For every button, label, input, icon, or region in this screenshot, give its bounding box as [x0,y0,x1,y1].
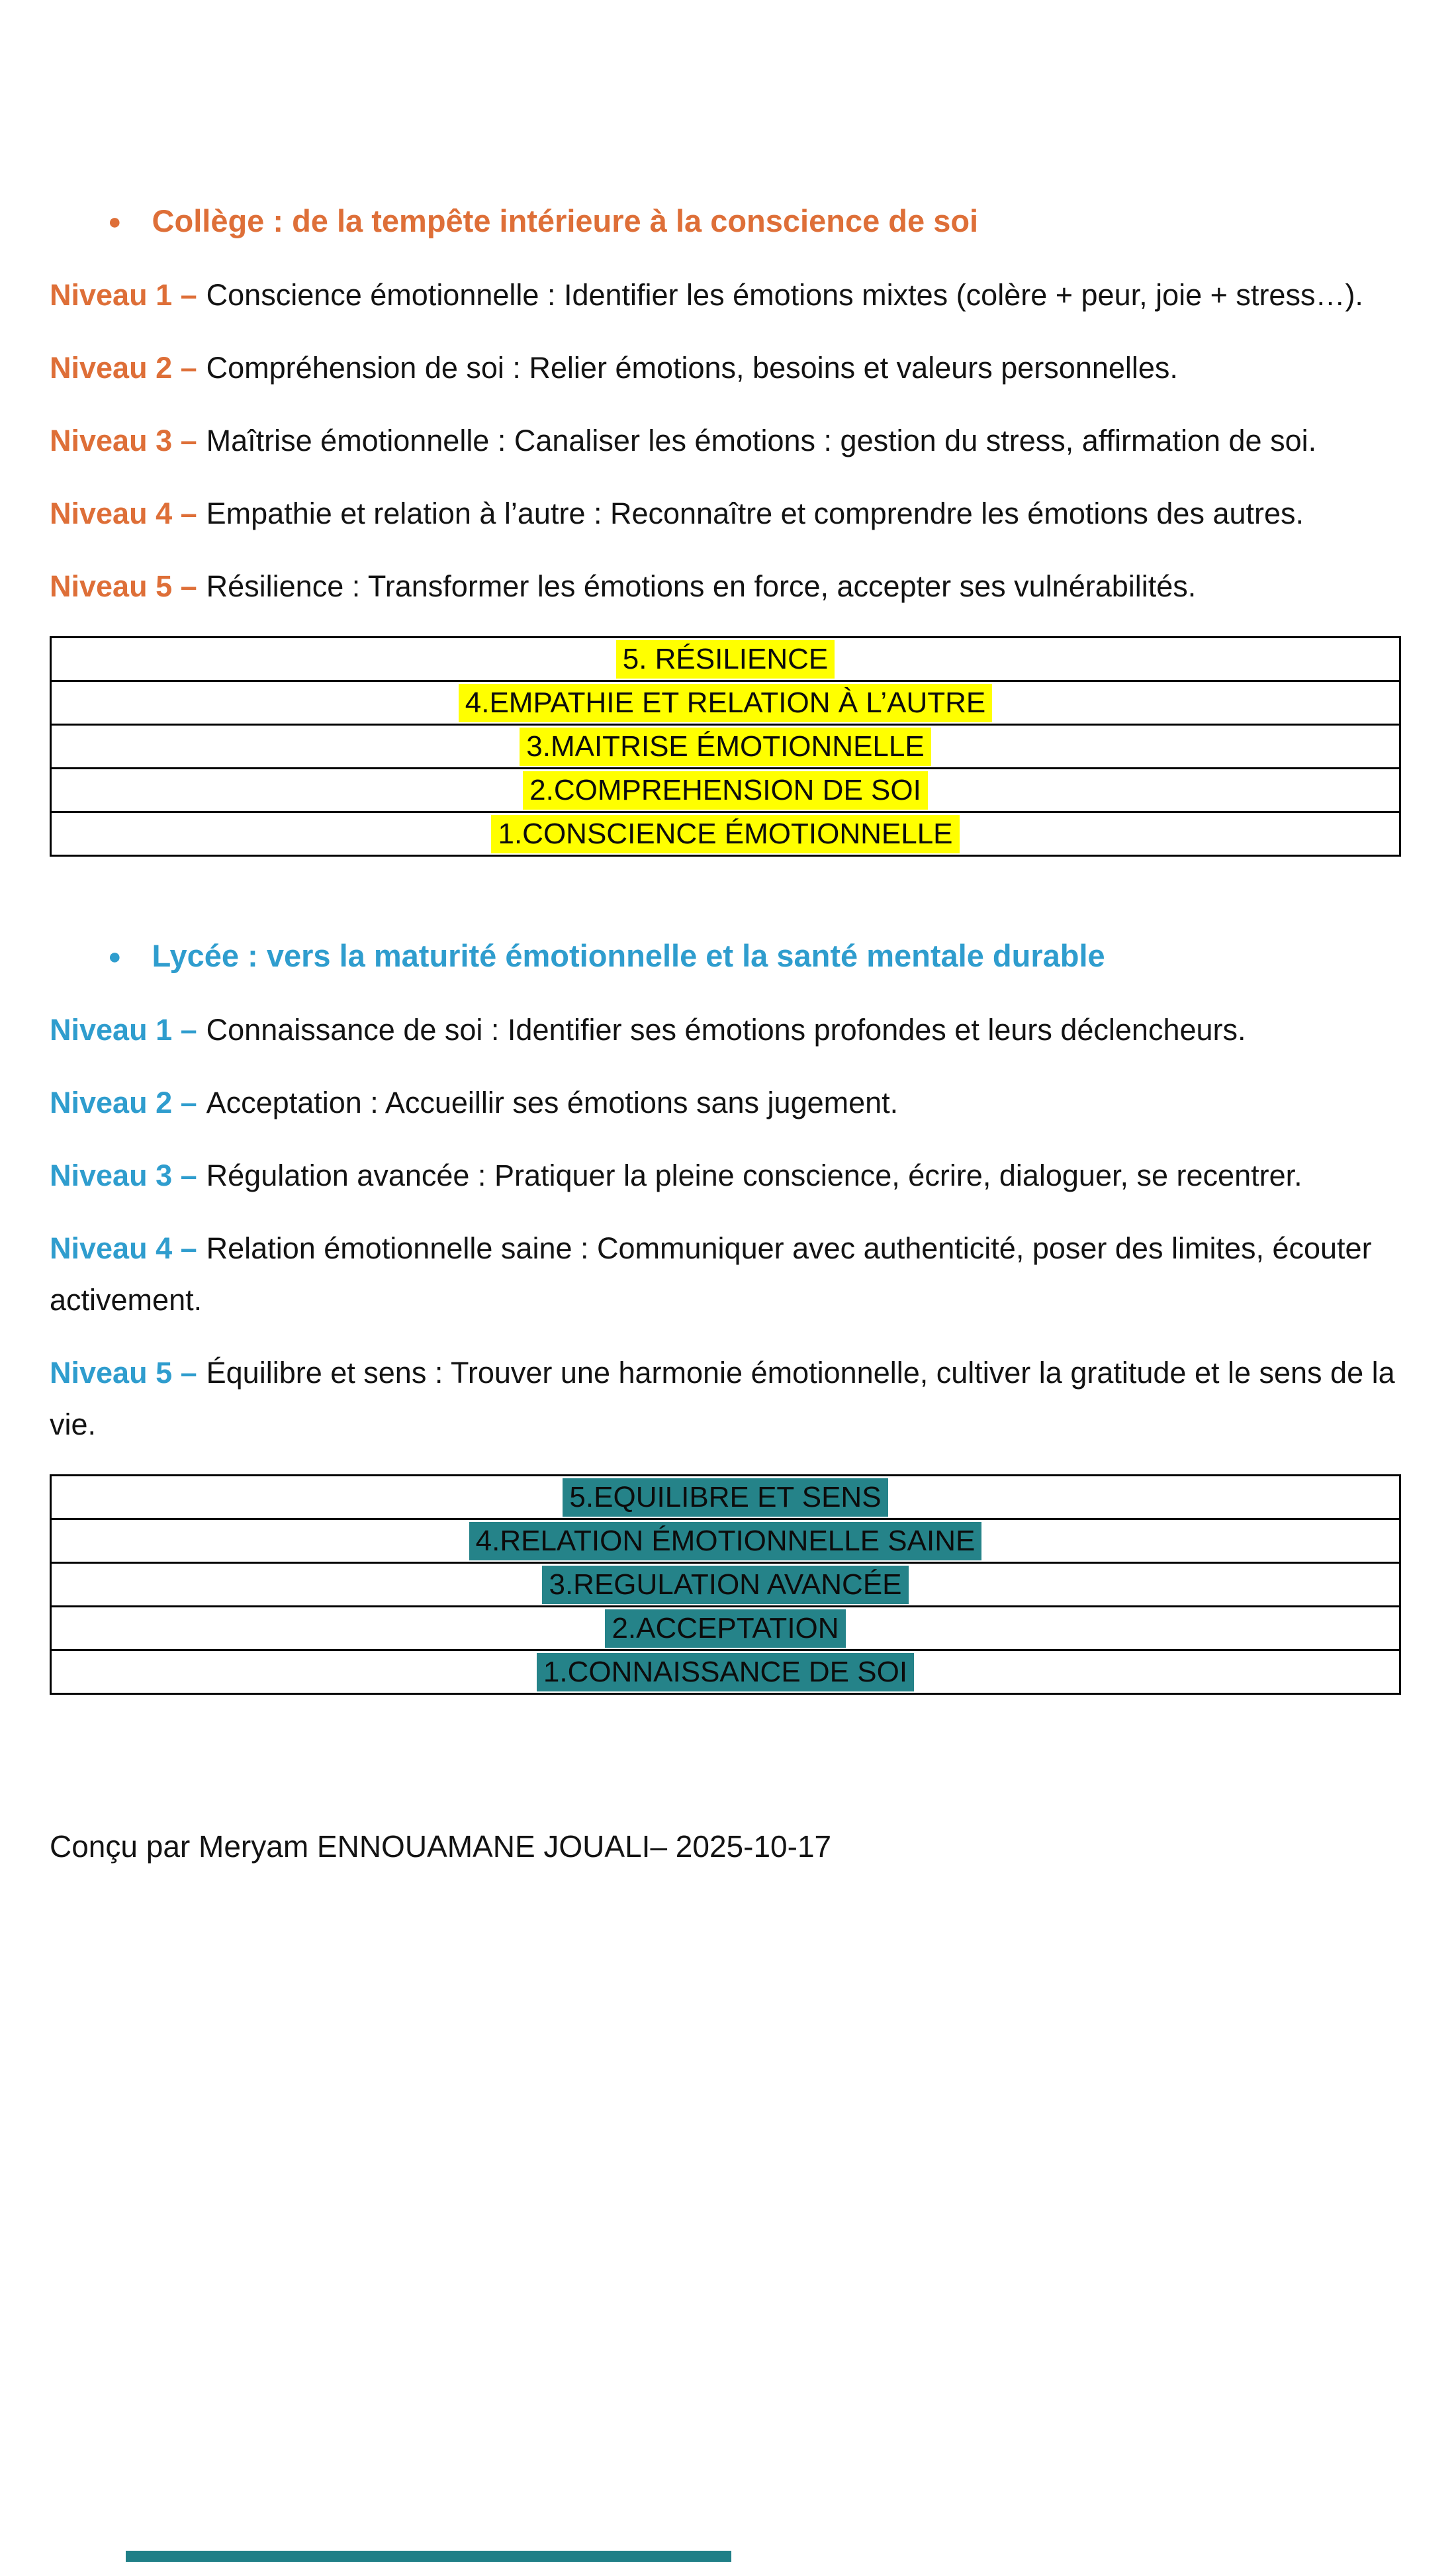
lycee-level-5-text: Équilibre et sens : Trouver une harmonie émotionnelle, cultiver la gratitude et le sens de la vie. [50,1356,1395,1441]
college-level-2-paragraph [50,342,1406,394]
lycee-pyramid-row-3: 3.REGULATION AVANCÉE [542,1566,908,1604]
section-lycee [50,937,1406,1695]
table-row [51,1650,1400,1694]
college-level-4-paragraph [50,488,1406,540]
college-level-3-text: Maîtrise émotionnelle : Canaliser les émotions : gestion du stress, affirmation de soi. [206,424,1317,457]
table-cell [51,1563,1400,1607]
table-cell [51,681,1400,725]
lycee-level-2-paragraph [50,1077,1406,1129]
lycee-level-1-paragraph [50,1004,1406,1056]
table-row [51,1476,1400,1519]
college-level-4-label: Niveau 4 – [50,497,197,530]
college-pyramid-row-5: 5. RÉSILIENCE [616,640,835,679]
table-cell [51,725,1400,769]
college-pyramid-table [50,636,1401,857]
section-college-heading: Collège : de la tempête intérieure à la conscience de soi [152,203,979,238]
lycee-level-2-text: Acceptation : Accueillir ses émotions sans jugement. [206,1086,899,1119]
lycee-level-3-label: Niveau 3 – [50,1159,197,1192]
table-cell [51,1607,1400,1650]
table-row [51,1519,1400,1563]
table-row [51,1607,1400,1650]
lycee-pyramid-row-2: 2.ACCEPTATION [605,1609,845,1648]
college-level-5-paragraph [50,561,1406,612]
college-level-4-text: Empathie et relation à l’autre : Reconnaître et comprendre les émotions des autres. [206,497,1304,530]
next-page-peek-bar [126,2551,731,2562]
table-row [51,725,1400,769]
college-level-1-label: Niveau 1 – [50,278,197,312]
table-row [51,1563,1400,1607]
college-level-5-text: Résilience : Transformer les émotions en force, accepter ses vulnérabilités. [206,569,1197,603]
lycee-level-4-label: Niveau 4 – [50,1231,197,1265]
footer-credit: Conçu par Meryam ENNOUAMANE JOUALI– 2025-10-17 [50,1829,832,1864]
table-cell [51,812,1400,856]
table-cell [51,769,1400,812]
lycee-level-4-text: Relation émotionnelle saine : Communiquer avec authenticité, poser des limites, écouter activement. [50,1231,1372,1317]
college-pyramid-row-4: 4.EMPATHIE ET RELATION À L’AUTRE [459,684,992,722]
table-row [51,681,1400,725]
table-cell [51,638,1400,681]
table-row [51,769,1400,812]
table-row [51,812,1400,856]
section-college-heading-row [50,203,1406,243]
college-level-1-text: Conscience émotionnelle : Identifier les émotions mixtes (colère + peur, joie + stress…). [206,278,1363,312]
college-pyramid-row-1: 1.CONSCIENCE ÉMOTIONNELLE [491,815,959,853]
table-cell [51,1519,1400,1563]
college-level-1-paragraph [50,269,1406,321]
lycee-level-2-label: Niveau 2 – [50,1086,197,1119]
section-college [50,203,1406,857]
college-level-2-text: Compréhension de soi : Relier émotions, besoins et valeurs personnelles. [206,351,1178,385]
lycee-pyramid-row-5: 5.EQUILIBRE ET SENS [563,1478,887,1517]
lycee-level-3-text: Régulation avancée : Pratiquer la pleine conscience, écrire, dialoguer, se recentrer. [206,1159,1302,1192]
lycee-level-4-paragraph [50,1223,1406,1326]
table-cell [51,1476,1400,1519]
lycee-level-1-label: Niveau 1 – [50,1013,197,1047]
lycee-level-3-paragraph [50,1150,1406,1202]
table-cell [51,1650,1400,1694]
lycee-pyramid-row-1: 1.CONNAISSANCE DE SOI [537,1653,914,1691]
college-level-3-paragraph [50,415,1406,467]
lycee-level-5-label: Niveau 5 – [50,1356,197,1390]
bullet-icon: ● [108,944,122,969]
document-page [0,203,1456,2562]
lycee-level-1-text: Connaissance de soi : Identifier ses émotions profondes et leurs déclencheurs. [206,1013,1246,1047]
bullet-icon: ● [108,209,122,234]
college-pyramid-row-3: 3.MAITRISE ÉMOTIONNELLE [520,728,931,766]
section-lycee-heading: Lycée : vers la maturité émotionnelle et la santé mentale durable [152,938,1105,973]
lycee-pyramid-table [50,1474,1401,1695]
section-lycee-heading-row [50,937,1406,978]
college-level-5-label: Niveau 5 – [50,569,197,603]
college-level-2-label: Niveau 2 – [50,351,197,385]
college-pyramid-row-2: 2.COMPREHENSION DE SOI [523,771,928,810]
table-row [51,638,1400,681]
page-content [0,203,1456,1872]
college-level-3-label: Niveau 3 – [50,424,197,457]
lycee-pyramid-row-4: 4.RELATION ÉMOTIONNELLE SAINE [469,1522,982,1560]
lycee-level-5-paragraph [50,1347,1406,1450]
